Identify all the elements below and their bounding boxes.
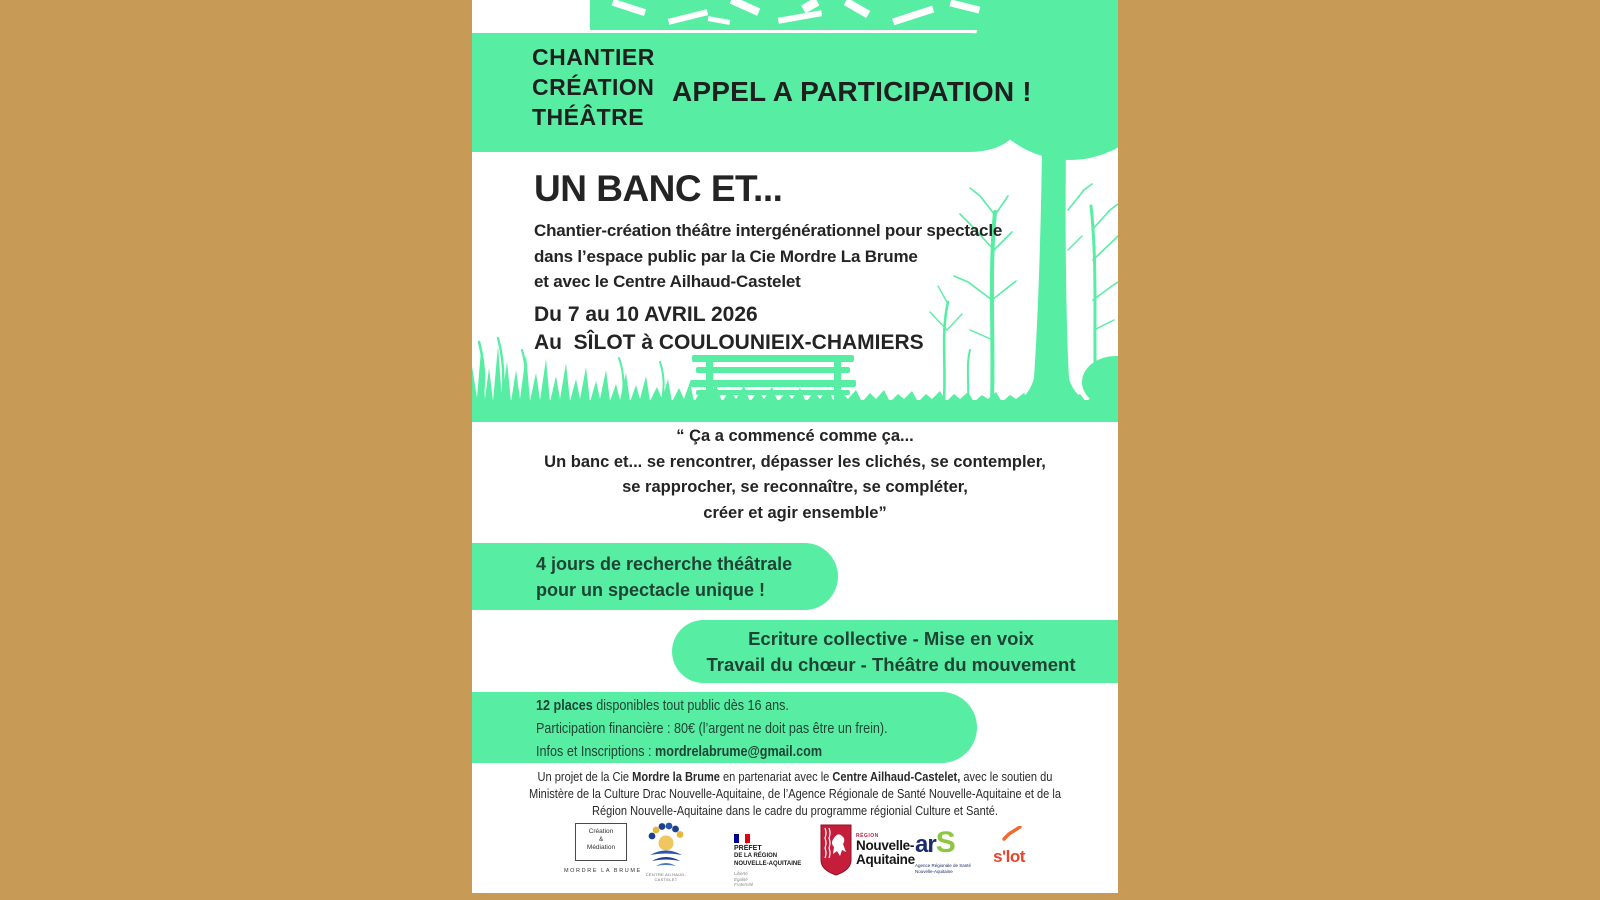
banner-kicker-line3: THÉÂTRE — [532, 104, 645, 130]
event-dates: Du 7 au 10 AVRIL 2026 — [534, 303, 758, 326]
quote-line1: “ Ça a commencé comme ça... — [676, 427, 914, 445]
banner-headline: APPEL A PARTICIPATION ! — [672, 76, 1032, 107]
event-poster — [472, 0, 1118, 893]
workshop-pill-text — [672, 626, 1110, 678]
region-nouvelle-aquitaine-logo: RÉGION Nouvelle- Aquitaine — [820, 824, 915, 876]
quote-block — [472, 424, 1118, 526]
ailhaud-castelet-icon — [644, 822, 688, 872]
research-line1: 4 jours de recherche théâtrale — [536, 554, 793, 574]
silot-check-icon — [996, 826, 1022, 842]
prefet-motto: Liberté Égalité Fraternité — [734, 871, 754, 887]
subtitle-line1: Chantier-création théâtre intergénérationnel pour spectacle — [534, 221, 1003, 240]
info-pill — [472, 692, 977, 763]
ailhaud-castelet-caption: CENTRE AILHAUD-CASTELET — [645, 872, 687, 882]
credits-line1: Un projet de la Cie Mordre la Brume en partenariat avec le Centre Ailhaud-Castelet, avec le soutien du — [537, 769, 1053, 784]
info-contact-line — [536, 740, 888, 763]
french-flag-icon — [734, 834, 750, 843]
research-pill-text — [536, 551, 792, 603]
quote-line3: se rapprocher, se reconnaître, se compléter, — [622, 478, 968, 496]
poster-title: UN BANC ET... — [534, 168, 783, 209]
credit-partner: Centre Ailhaud-Castelet, — [832, 769, 961, 784]
banner-kicker — [532, 42, 655, 132]
contact-email: mordrelabrume@gmail.com — [655, 743, 823, 760]
quote-line4: créer et agir ensemble” — [703, 503, 887, 522]
subtitle-line2: dans l’espace public par la Cie Mordre La Brume — [534, 246, 918, 266]
prefet-region-logo: PRÉFET DE LA RÉGION NOUVELLE-AQUITAINE Liberté Égalité Fraternité — [734, 834, 801, 888]
research-pill — [472, 543, 838, 610]
contact-label: Infos et Inscriptions : — [536, 743, 656, 760]
workshop-line2: Travail du chœur - Théâtre du mouvement — [706, 654, 1076, 675]
centre-ailhaud-castelet-logo — [644, 822, 688, 877]
mordre-la-brume-logo: Création & Médiation — [575, 823, 627, 861]
region-shield-icon — [820, 824, 852, 876]
credits-line3: Région Nouvelle-Aquitaine dans le cadre du programme régionial Culture et Santé. — [591, 803, 999, 818]
places-rest: disponibles tout public dès 16 ans. — [592, 697, 789, 714]
quote-line2: Un banc et... se rencontrer, dépasser les clichés, se contempler, — [544, 452, 1046, 471]
workshop-pill — [672, 620, 1118, 683]
info-fee-line: Participation financière : 80€ (l’argent ne doit pas être un frein). — [536, 720, 888, 737]
credit-company: Mordre la Brume — [632, 769, 720, 784]
workshop-line1: Ecriture collective - Mise en voix — [748, 628, 1034, 649]
subtitle-line3: et avec le Centre Ailhaud-Castelet — [534, 272, 801, 291]
ars-logo: arS Agence Régionale de Santé Nouvelle-Aquitaine — [915, 826, 972, 874]
credits-paragraph — [472, 768, 1118, 819]
info-places-line — [536, 694, 888, 717]
info-pill-text — [536, 694, 888, 763]
mordre-la-brume-caption: MORDRE LA BRUME — [564, 868, 642, 874]
banner-kicker-line1: CHANTIER — [532, 44, 655, 70]
banner-kicker-line2: CRÉATION — [532, 74, 655, 100]
places-count: 12 places — [536, 697, 593, 714]
silot-logo: s'lot — [986, 826, 1032, 867]
credits-line2: Ministère de la Culture Drac Nouvelle-Aquitaine, de l’Agence Régionale de Santé Nouvelle-Aquitaine et de la — [529, 786, 1061, 801]
event-venue: Au SÎLOT à COULOUNIEIX-CHAMIERS — [534, 331, 924, 354]
research-line2: pour un spectacle unique ! — [536, 580, 766, 600]
poster-subtitle — [534, 218, 1002, 295]
partner-logos-row — [472, 820, 1118, 890]
